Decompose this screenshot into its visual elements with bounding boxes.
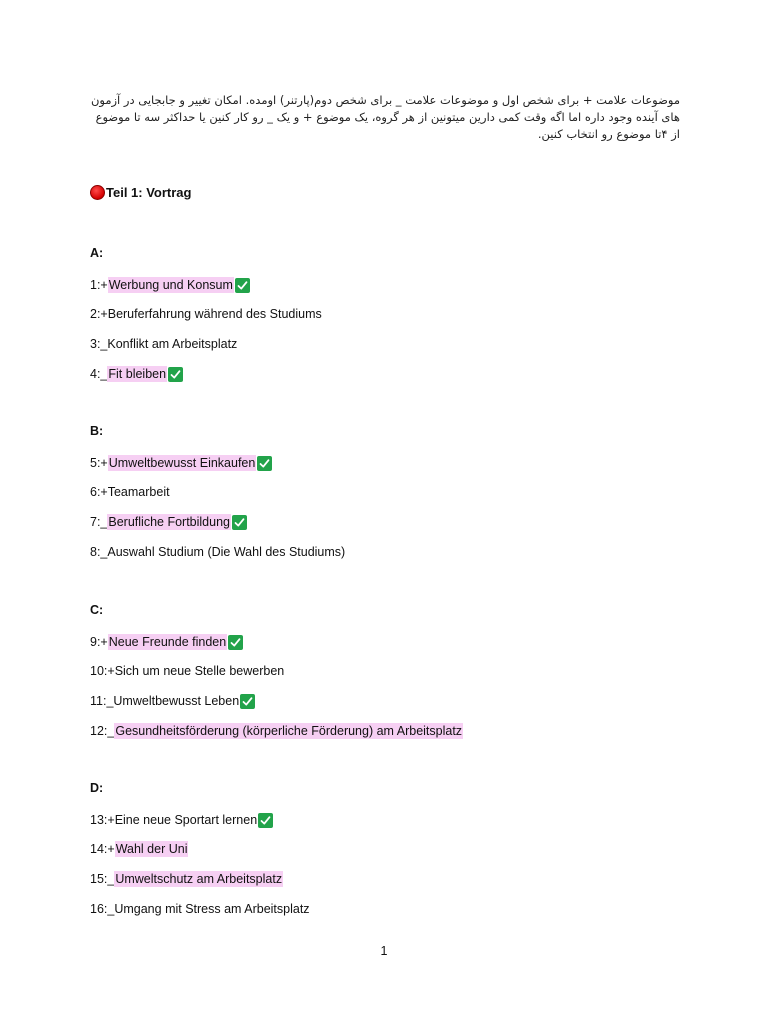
group-label: D: [90,781,104,795]
topic-number: 6:+ [90,485,108,499]
intro-line-1: موضوعات علامت + برای شخص اول و موضوعات علامت _ برای شخص دوم(پارتنر) اومده. امکان تغییر و جابجایی در آزمون [90,93,680,107]
topic-item [90,513,247,531]
topic-text: Umgang mit Stress am Arbeitsplatz [114,902,310,916]
topic-item [90,335,237,353]
topic-item [90,840,188,858]
topic-text: Konflikt am Arbeitsplatz [107,337,238,351]
topic-item [90,900,310,918]
intro-line-2: های آینده وجود داره اما اگه وقت کمی دارین میتونین از هر گروه، یک موضوع + و یک _ رو کار کنین یا حداکثر سه تا موضوع [95,110,680,124]
topic-item [90,305,322,323]
topic-number: 9:+ [90,635,108,649]
topic-number: 8:_ [90,545,108,559]
topic-text: Neue Freunde finden [108,635,227,649]
topic-text: Eine neue Sportart lernen [114,813,258,827]
topic-text: Sich um neue Stelle bewerben [114,664,285,678]
topic-text: Teamarbeit [107,485,170,499]
topic-text: Auswahl Studium (Die Wahl des Studiums) [107,545,346,559]
topic-text: Gesundheitsförderung (körperliche Förderung) am Arbeitsplatz [115,724,463,738]
red-circle-icon [90,185,105,200]
topic-item [90,543,345,561]
checkmark-icon [232,515,247,530]
topic-text: Beruferfahrung während des Studiums [107,307,322,321]
topic-number: 12:_ [90,724,115,738]
topic-number: 5:+ [90,456,108,470]
intro-paragraph [88,92,680,143]
topic-item [90,870,283,888]
topic-item [90,662,284,680]
topic-text: Werbung und Konsum [108,278,233,292]
topic-text: Berufliche Fortbildung [108,515,230,529]
group-label: A: [90,246,104,260]
topic-item [90,692,255,710]
checkmark-icon [258,813,273,828]
topic-number: 15:_ [90,872,115,886]
topic-number: 3:_ [90,337,108,351]
topic-text: Umweltschutz am Arbeitsplatz [115,872,283,886]
topic-text: Fit bleiben [108,367,167,381]
topic-number: 7:_ [90,515,108,529]
topic-number: 2:+ [90,307,108,321]
topic-number: 1:+ [90,278,108,292]
topic-number: 14:+ [90,842,115,856]
topic-number: 4:_ [90,367,108,381]
intro-line-3: از ۴تا موضوع رو انتخاب کنین. [537,127,680,141]
topic-number: 13:+ [90,813,115,827]
topic-item [90,365,183,383]
topic-item [90,722,463,740]
page-number: 1 [380,944,388,958]
checkmark-icon [228,635,243,650]
topic-item [90,276,250,294]
topic-number: 16:_ [90,902,115,916]
group-label: B: [90,424,104,438]
section-heading [90,185,191,200]
topic-item [90,811,273,829]
topic-text: Wahl der Uni [115,842,188,856]
topic-number: 10:+ [90,664,115,678]
checkmark-icon [240,694,255,709]
topic-text: Umweltbewusst Leben [113,694,240,708]
group-label: C: [90,603,104,617]
topic-item [90,633,243,651]
checkmark-icon [168,367,183,382]
checkmark-icon [235,278,250,293]
section-title: Teil 1: Vortrag [106,185,192,200]
checkmark-icon [257,456,272,471]
topic-text: Umweltbewusst Einkaufen [108,456,256,470]
topic-number: 11:_ [90,694,114,708]
topic-item [90,454,272,472]
topic-item [90,483,170,501]
